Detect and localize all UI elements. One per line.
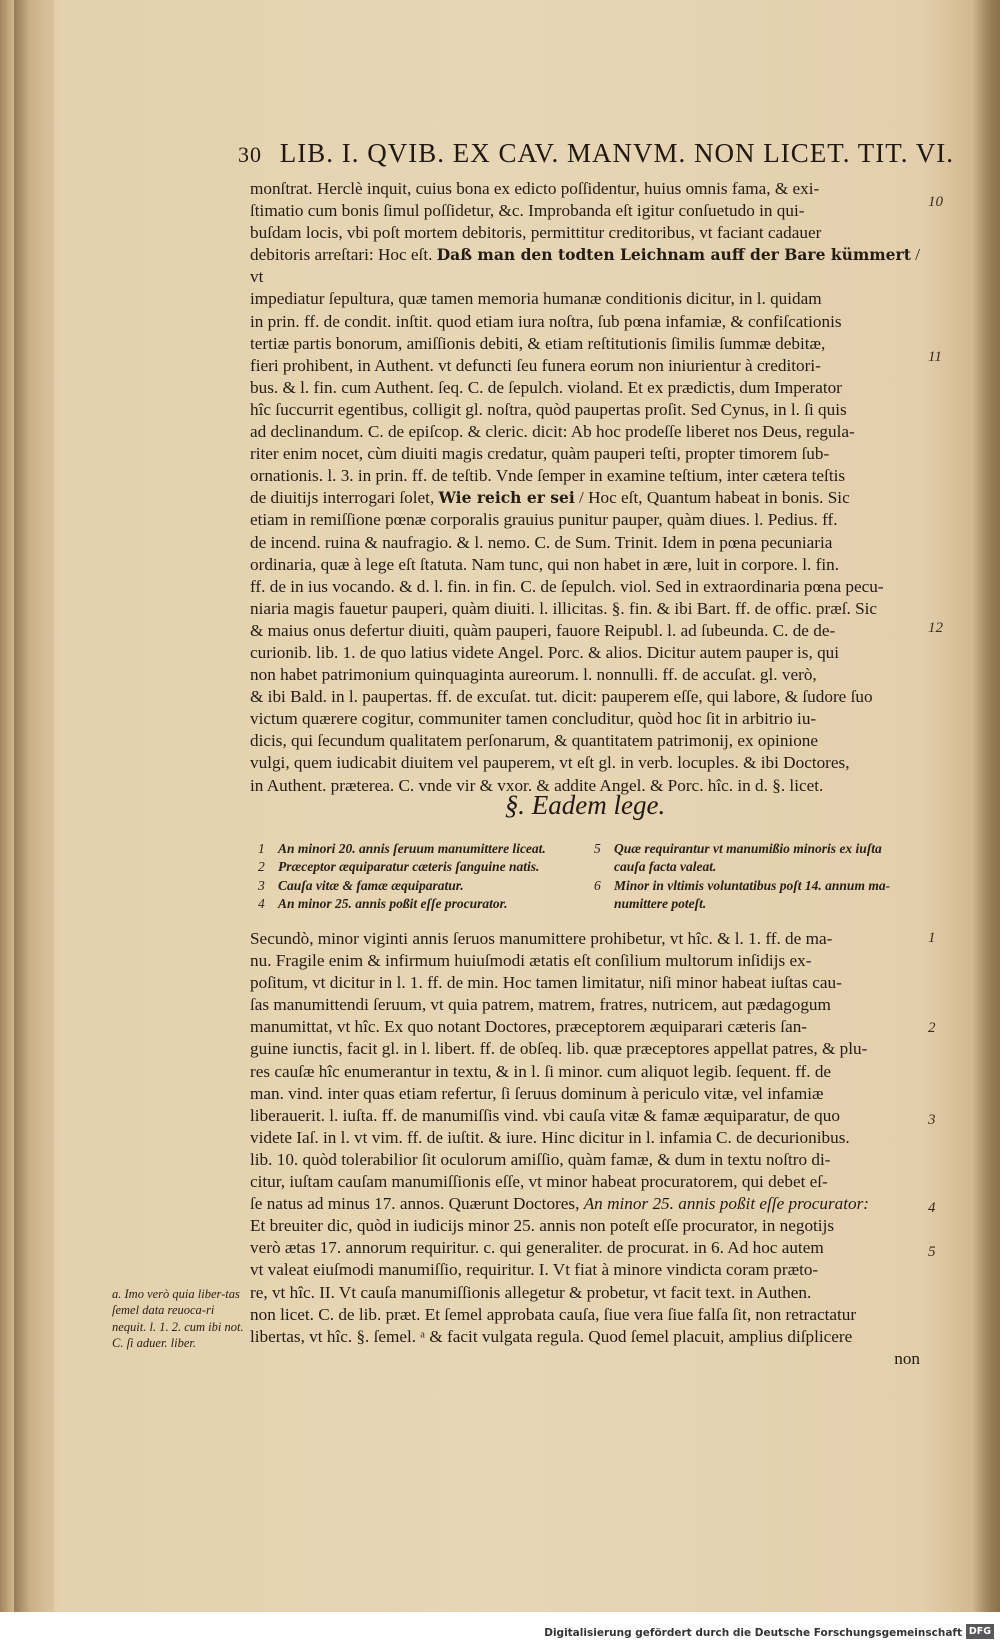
text-line: Et breuiter dic, quòd in iudicijs minor 25. annis non poteſt eſſe procurator, in negotijs — [250, 1216, 835, 1236]
text-line: bus. & l. fin. cum Authent. ſeq. C. de ſepulch. violand. Et ex prædictis, dum Imperator — [250, 377, 842, 397]
body-text-bottom — [250, 928, 920, 1370]
text-line: hîc ſuccurrit egentibus, colligit gl. noſtra, quòd paupertas proſit. Sed Cynus, in l. ſi quis — [250, 399, 847, 419]
text-line: verò ætas 17. annorum requiritur. c. qui generaliter. de procurat. in 6. Ad hoc autem — [250, 1238, 824, 1258]
summary-item: 1 An minori 20. annis ſeruum manumittere liceat. — [258, 841, 546, 856]
summary-item: 6 Minor in vltimis voluntatibus poſt 14. annum ma- — [594, 877, 891, 893]
summary-item-continuation: numittere poteſt. — [614, 896, 707, 912]
marginal-note: a. Imo verò quia liber-tas ſemel data reuoca-ri nequit. l. 1. 2. cum ibi not. C. ſi aduer. liber. — [112, 1287, 244, 1350]
text-line: ad declinandum. C. de epiſcop. & cleric. dicit: Ab hoc prodeſſe liberet nos Deus, regula- — [250, 422, 855, 442]
running-head — [238, 138, 954, 169]
margin-number: 1 — [928, 930, 936, 946]
text-line: ordinaria, quæ à lege eſt ſtatuta. Nam tunc, qui non habet in ære, luit in corpore. l. fin. — [250, 554, 839, 574]
blackletter-phrase: Daß man den todten Leichnam auff der Bare kümmert — [436, 245, 911, 265]
italic-question: An minor 25. annis poßit eſſe procurator: — [583, 1194, 870, 1214]
text-line: non habet patrimonium quinquaginta aureorum. l. nonnulli. ff. de accuſat. gl. verò, — [250, 665, 817, 685]
text-line: victum quærere cogitur, communiter tamen concluditur, quòd hoc ſit in arbitrio iu- — [250, 709, 817, 729]
margin-number: 4 — [928, 1200, 936, 1216]
dfg-logo-icon: DFG — [966, 1624, 994, 1639]
text-line: ſas manumittendi ſeruum, vt quia patrem, matrem, fratres, nutricem, aut pædagogum — [250, 995, 831, 1015]
book-spine — [14, 0, 54, 1612]
text-line: in Authent. præterea. C. vnde vir & vxor. & addite Angel. & Porc. hîc. in d. §. licet. — [250, 775, 824, 795]
text-line: non licet. C. de lib. præt. Et ſemel approbata cauſa, ſiue vera ſiue falſa ſit, non retractatur — [250, 1304, 857, 1324]
text-line: dicis, qui ſecundum qualitatem perſonarum, & quantitatem patrimonij, ex opinione — [250, 731, 819, 751]
text-line: re, vt hîc. II. Vt cauſa manumiſſionis allegetur & probetur, vt facit text. in Authen. — [250, 1282, 812, 1302]
text-line: vulgi, quem iudicabit diuitem vel pauperem, vt eſt gl. in verb. locuples. & ibi Doctores, — [250, 753, 850, 773]
margin-number: 5 — [928, 1244, 936, 1260]
summary-item: 5 Quæ requirantur vt manumißio minoris ex iuſta — [594, 841, 882, 856]
text-line: etiam in remiſſione pœnæ corporalis grauius punitur pauper, quàm diues. l. Pedius. ff. — [250, 510, 838, 530]
text-line: impediatur ſepultura, quæ tamen memoria humanæ conditionis dicitur, in l. quidam — [250, 289, 822, 309]
body-text-top — [250, 178, 920, 797]
margin-number: 10 — [928, 194, 943, 210]
text-line: Secundò, minor viginti annis ſeruos manumittere prohibetur, vt hîc. & l. 1. ff. de ma- — [250, 929, 833, 948]
page-number: 30 — [238, 142, 262, 167]
blackletter-phrase: Wie reich er sei — [438, 488, 575, 508]
text-line: niaria magis fauetur pauperi, quàm diuiti. l. illicitas. §. fin. & ibi Bart. ff. de offic. præſ. Sic — [250, 598, 878, 618]
running-title: LIB. I. QVIB. EX CAV. MANVM. NON LICET. TIT. VI. — [279, 138, 954, 168]
text-line: citur, iuſtam cauſam manumiſſionis eſſe, vt minor habeat procuratorem, qui debet eſ- — [250, 1172, 828, 1192]
margin-number: 2 — [928, 1020, 936, 1036]
text-line: in prin. ff. de condit. inſtit. quod etiam iura noſtra, ſub pœna infamiæ, & confiſcationis — [250, 311, 842, 331]
text-line: guine iunctis, facit gl. in l. libert. ff. de obſeq. lib. quæ præceptores appellat patres, & plu- — [250, 1039, 868, 1059]
margin-number: 11 — [928, 349, 942, 365]
margin-number: 3 — [928, 1112, 936, 1128]
text-line: curionib. lib. 1. de quo latius videte Angel. Porc. & alios. Dicitur autem pauper is, qui — [250, 642, 840, 662]
text-line: debitoris arreſtari: Hoc eſt. Daß man den todten Leichnam auff der Bare kümmert / vt — [250, 245, 920, 287]
text-line: ſe natus ad minus 17. annos. Quærunt Doctores, An minor 25. annis poßit eſſe procurator: — [250, 1194, 870, 1214]
margin-number: 12 — [928, 620, 943, 636]
text-line: de diuitijs interrogari ſolet, Wie reich er sei / Hoc eſt, Quantum habeat in bonis. Sic — [250, 488, 850, 508]
text-line: ff. de in ius vocando. & d. l. fin. in fin. C. de ſepulch. viol. Sed in extraordinaria pœna pecu- — [250, 576, 884, 596]
funding-credit: Digitalisierung gefördert durch die Deutsche Forschungsgemeinschaft — [544, 1627, 962, 1639]
text-line: vt valeat eiuſmodi manumiſſio, requiritur. I. Vt fiat à minore vindicta coram præto- — [250, 1260, 819, 1280]
summary-left — [258, 840, 578, 914]
text-line: lib. 10. quòd tolerabilior ſit oculorum amiſſio, quàm famæ, & dum in textu noſtro di- — [250, 1149, 831, 1169]
text-line: ornationis. l. 3. in prin. ff. de teſtib. Vnde ſemper in examine teſtium, inter cætera teſtis — [250, 466, 846, 486]
summary-item: 2 Præceptor æquiparatur cæteris ſanguine natis. — [258, 859, 540, 875]
text-line: monſtrat. Herclè inquit, cuius bona ex edicto poſſidentur, huius omnis fama, & exi- — [250, 179, 820, 198]
text-line: res cauſæ hîc enumerantur in textu, & in l. ſi minor. cum aliquot legib. ſequent. ff. de — [250, 1061, 832, 1081]
summary-item: 4 An minor 25. annis poßit eſſe procurator. — [258, 896, 508, 912]
text-line: fieri prohibent, in Authent. vt defuncti ſeu funera eorum non iniurientur à creditori- — [250, 355, 821, 375]
text-line: & maius onus defertur diuiti, quàm pauperi, fauore Reipubl. l. ad ſubeunda. C. de de- — [250, 620, 836, 640]
summary-item-continuation: cauſa facta valeat. — [614, 859, 717, 875]
text-line: manumittat, vt hîc. Ex quo notant Doctores, præceptorem æquiparari cæteris ſan- — [250, 1017, 808, 1037]
text-line: riter enim nocet, cùm diuiti magis credatur, quàm pauperi teſti, propter timorem ſub- — [250, 444, 830, 464]
text-line: man. vind. inter quas etiam refertur, ſi ſeruus dominum à periculo vitæ, vel infamiæ — [250, 1083, 824, 1103]
text-line: poſitum, vt dicitur in l. 1. ff. de min. Hoc tamen limitatur, niſi minor habeat iuſtas cau- — [250, 973, 842, 993]
catchword: non — [894, 1348, 920, 1368]
page-edge — [972, 0, 1000, 1612]
text-line: libertas, vt hîc. §. ſemel. ᵃ & facit vulgata regula. Quod ſemel placuit, amplius diſplicere — [250, 1326, 853, 1346]
text-line: ſtimatio cum bonis ſimul poſſidetur, &c. Improbanda eſt igitur conſuetudo in qui- — [250, 201, 805, 221]
text-line: liberauerit. l. iuſta. ff. de manumiſſis vind. vbi cauſa vitæ & famæ æquiparatur, de quo — [250, 1105, 840, 1125]
text-line: & ibi Bald. in l. paupertas. ff. de excuſat. tut. dicit: pauperem eſſe, qui labore, & ſudore ſuo — [250, 687, 873, 707]
section-title: §. Eadem lege. — [504, 790, 666, 820]
summary-item: 3 Cauſa vitæ & famæ æquiparatur. — [258, 877, 464, 893]
text-line: buſdam locis, vbi poſt mortem debitoris, permittitur creditoribus, vt faciant cadauer — [250, 223, 822, 243]
text-line: nu. Fragile enim & infirmum huiuſmodi ætatis eſt conſilium multorum inſidijs ex- — [250, 951, 812, 971]
summary-right — [594, 840, 924, 914]
text-line: tertiæ partis bonorum, amiſſionis debiti, & etiam reſtitutionis ſimilis ſummæ debitæ, — [250, 333, 826, 353]
text-line: de incend. ruina & naufragio. & l. nemo. C. de Sum. Trinit. Idem in pœna pecuniaria — [250, 532, 833, 552]
text-line: videte Iaſ. in l. vt vim. ff. de iuſtit. & iure. Hinc dicitur in l. infamia C. de decurionibus. — [250, 1127, 850, 1147]
